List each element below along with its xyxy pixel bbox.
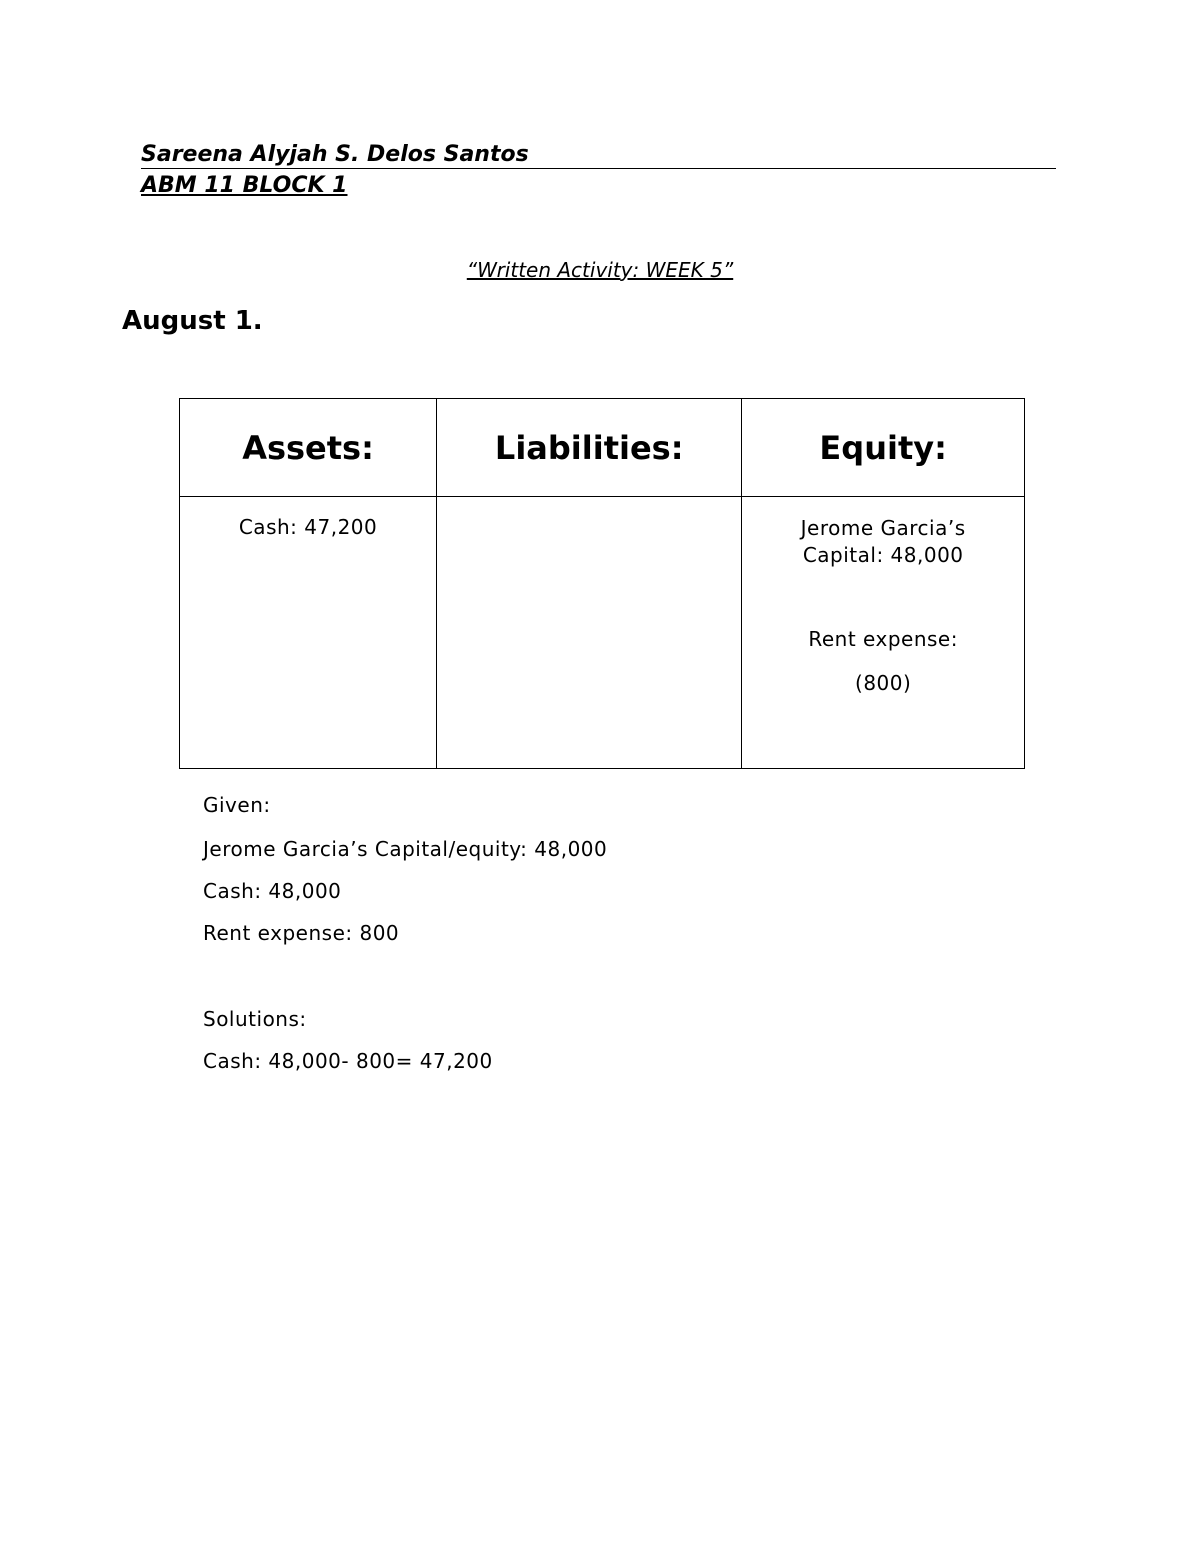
given-capital: Jerome Garcia’s Capital/equity: 48,000	[203, 837, 608, 861]
activity-title-wrapper	[0, 258, 1200, 282]
document-header	[141, 142, 1056, 199]
assets-cell	[180, 497, 437, 769]
liabilities-cell	[437, 497, 742, 769]
table-row	[180, 497, 1025, 769]
given-cash: Cash: 48,000	[203, 879, 342, 903]
equity-cell	[742, 497, 1025, 769]
notes-section	[203, 792, 623, 1075]
accounting-equation-table	[179, 398, 1025, 769]
given-rent: Rent expense: 800	[203, 921, 400, 945]
student-name: Sareena Alyjah S. Delos Santos	[141, 142, 1056, 169]
table-header-row	[180, 399, 1025, 497]
equity-rent-value: (800)	[855, 671, 912, 695]
class-section: ABM 11 BLOCK 1	[141, 173, 348, 198]
solution-cash: Cash: 48,000- 800= 47,200	[203, 1049, 493, 1073]
equity-capital: Jerome Garcia’s Capital: 48,000	[800, 516, 966, 567]
given-label: Given:	[203, 793, 271, 817]
assets-cash: Cash: 47,200	[238, 515, 378, 539]
assets-header: Assets:	[180, 399, 437, 497]
solutions-label: Solutions:	[203, 1007, 307, 1031]
equity-header: Equity:	[742, 399, 1025, 497]
date-heading: August 1.	[122, 306, 263, 336]
liabilities-header: Liabilities:	[437, 399, 742, 497]
equity-rent-label: Rent expense:	[808, 627, 958, 651]
activity-title: “Written Activity: WEEK 5”	[466, 258, 734, 282]
